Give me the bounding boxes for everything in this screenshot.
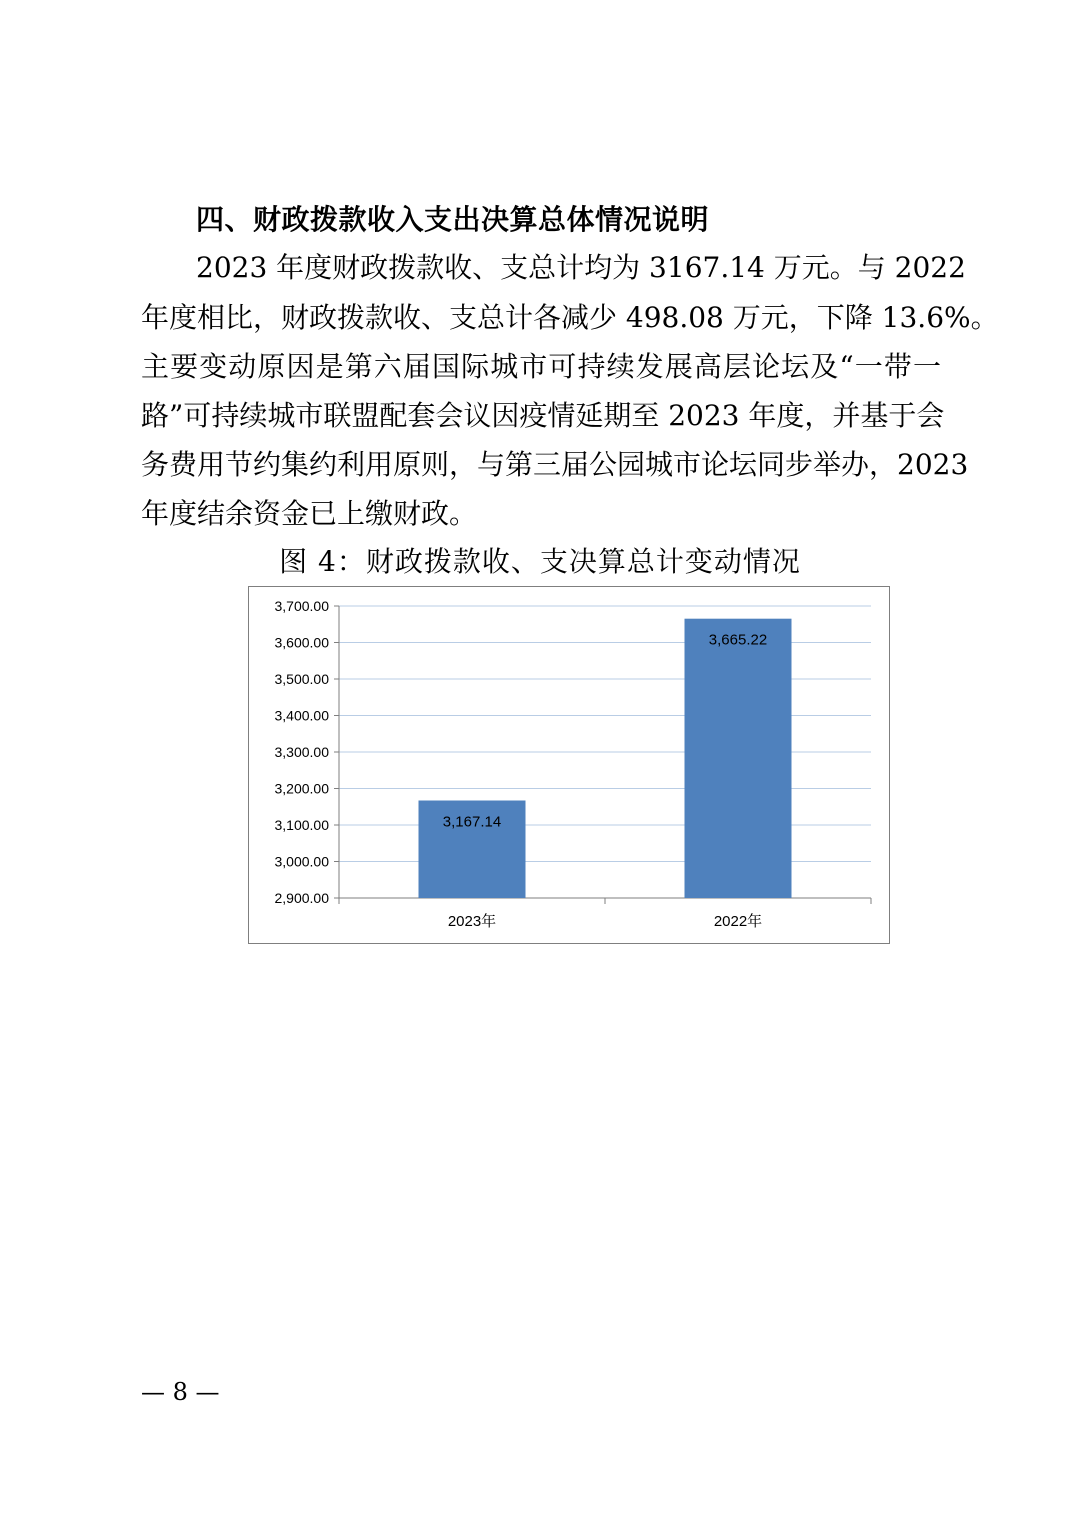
- section-heading: 四、财政拨款收入支出决算总体情况说明: [196, 203, 710, 236]
- y-tick-label: 3,700.00: [274, 598, 329, 614]
- data-label: 3,665.22: [708, 631, 768, 649]
- paragraph-line-5: 务费用节约集约利用原则，与第三届公园城市论坛同步举办，2023: [141, 448, 969, 481]
- paragraph-line-2: 年度相比，财政拨款收、支总计各减少 498.08 万元，下降 13.6%。: [141, 301, 999, 334]
- y-tick-label: 2,900.00: [274, 890, 329, 906]
- chart-frame: [248, 586, 890, 944]
- bar: [685, 619, 792, 898]
- x-tick-label: 2023年: [447, 913, 497, 930]
- y-tick-label: 3,200.00: [274, 780, 329, 797]
- y-tick-label: 3,500.00: [274, 671, 329, 687]
- paragraph-line-1: 2023 年度财政拨款收、支总计均为 3167.14 万元。与 2022: [196, 251, 966, 284]
- y-tick-label: 3,400.00: [274, 707, 329, 724]
- y-tick-label: 3,000.00: [274, 853, 329, 870]
- y-tick-label: 3,600.00: [274, 634, 329, 651]
- paragraph-line-6: 年度结余资金已上缴财政。: [141, 497, 478, 530]
- figure-caption: 图 4：财政拨款收、支决算总计变动情况: [279, 545, 801, 578]
- paragraph-line-4: 路”可持续城市联盟配套会议因疫情延期至 2023 年度，并基于会: [141, 399, 945, 432]
- bar-chart: [249, 587, 889, 943]
- x-tick-label: 2022年: [713, 913, 763, 930]
- page-number: — 8 —: [141, 1378, 220, 1406]
- paragraph-line-3: 主要变动原因是第六届国际城市可持续发展高层论坛及“一带一: [141, 350, 941, 383]
- y-tick-label: 3,100.00: [274, 817, 329, 833]
- data-label: 3,167.14: [442, 813, 502, 831]
- y-tick-label: 3,300.00: [274, 744, 329, 760]
